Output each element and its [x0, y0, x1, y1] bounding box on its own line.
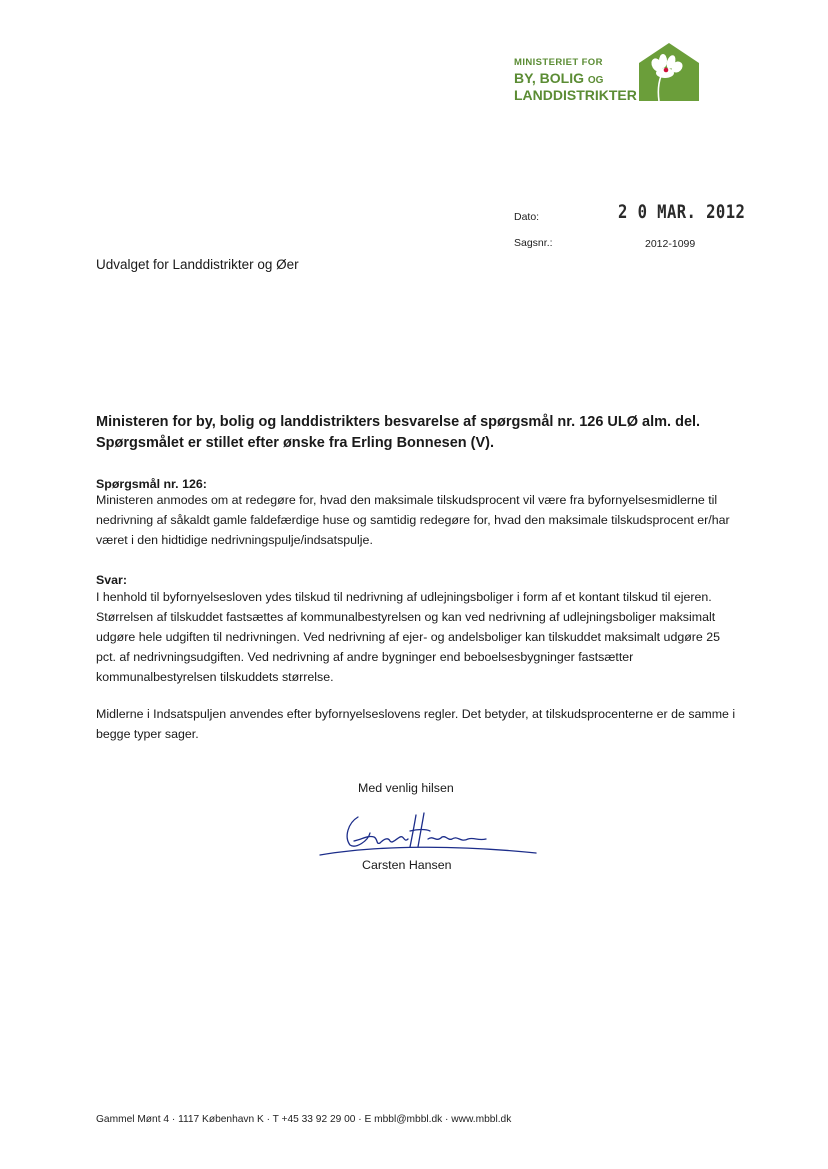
case-number-label: Sagsnr.:: [514, 237, 553, 249]
house-flower-logo-icon: [639, 43, 699, 101]
footer-contact: Gammel Mønt 4 · 1117 København K · T +45 33 92 29 00 · E mbbl@mbbl.dk · www.mbbl.dk: [96, 1114, 512, 1125]
answer-paragraph-1: I henhold til byfornyelsesloven ydes tilskud til nedrivning af udlejningsboliger i form af et kontant tilskud til ejeren. Størrelsen af tilskuddet fastsættes af kommunalbestyrelsen og kan ved nedrivning af udlejningsboliger maksimalt udgøre hele udgiften til nedrivningen. Ved nedrivning af ejer- og andelsboliger kan tilskuddet maksimalt udgøre 25 pct. af nedrivningsudgiften. Ved nedrivning af andre bygninger end beboelsesbygninger fastsætter kommunalbestyrelsen tilskuddets størrelse.: [96, 590, 721, 684]
date-stamp: 2 0 MAR. 2012: [618, 201, 746, 223]
recipient: Udvalget for Landdistrikter og Øer: [96, 257, 299, 272]
logo-line-2-main: BY, BOLIG: [514, 69, 585, 86]
logo-line-2-small: OG: [587, 74, 604, 86]
date-label: Dato:: [514, 211, 540, 223]
answer-paragraph-2: Midlerne i Indsatspuljen anvendes efter byfornyelseslovens regler. Det betyder, at tilskudsprocenterne er de samme i begge typer sager.: [96, 707, 736, 741]
case-number-value: 2012-1099: [645, 238, 696, 250]
logo-line-2: [514, 71, 637, 86]
signer-name: Carsten Hansen: [362, 858, 452, 872]
question-text: Ministeren anmodes om at redegøre for, hvad den maksimale tilskudsprocent vil være fra byfornyelsesmidlerne til nedrivning af såkaldt gamle faldefærdige huse og samtidig redegøre for, hvad den maksimale tilskudsprocent er/har været i den hidtidige nedrivningspulje/indsatspulje.: [96, 493, 730, 547]
ministry-logo-text: [514, 58, 637, 102]
handwritten-signature: [318, 803, 538, 863]
closing-greeting: Med venlig hilsen: [358, 781, 454, 795]
logo-line-1: MINISTERIET FOR: [514, 57, 603, 68]
logo-line-3: LANDDISTRIKTER: [514, 86, 637, 103]
answer-heading: Svar:: [96, 573, 127, 587]
letter-title: Ministeren for by, bolig og landdistrikters besvarelse af spørgsmål nr. 126 ULØ alm. del. Spørgsmålet er stillet efter ønske fra Erling Bonnesen (V).: [96, 414, 701, 451]
question-heading: Spørgsmål nr. 126:: [96, 477, 207, 491]
